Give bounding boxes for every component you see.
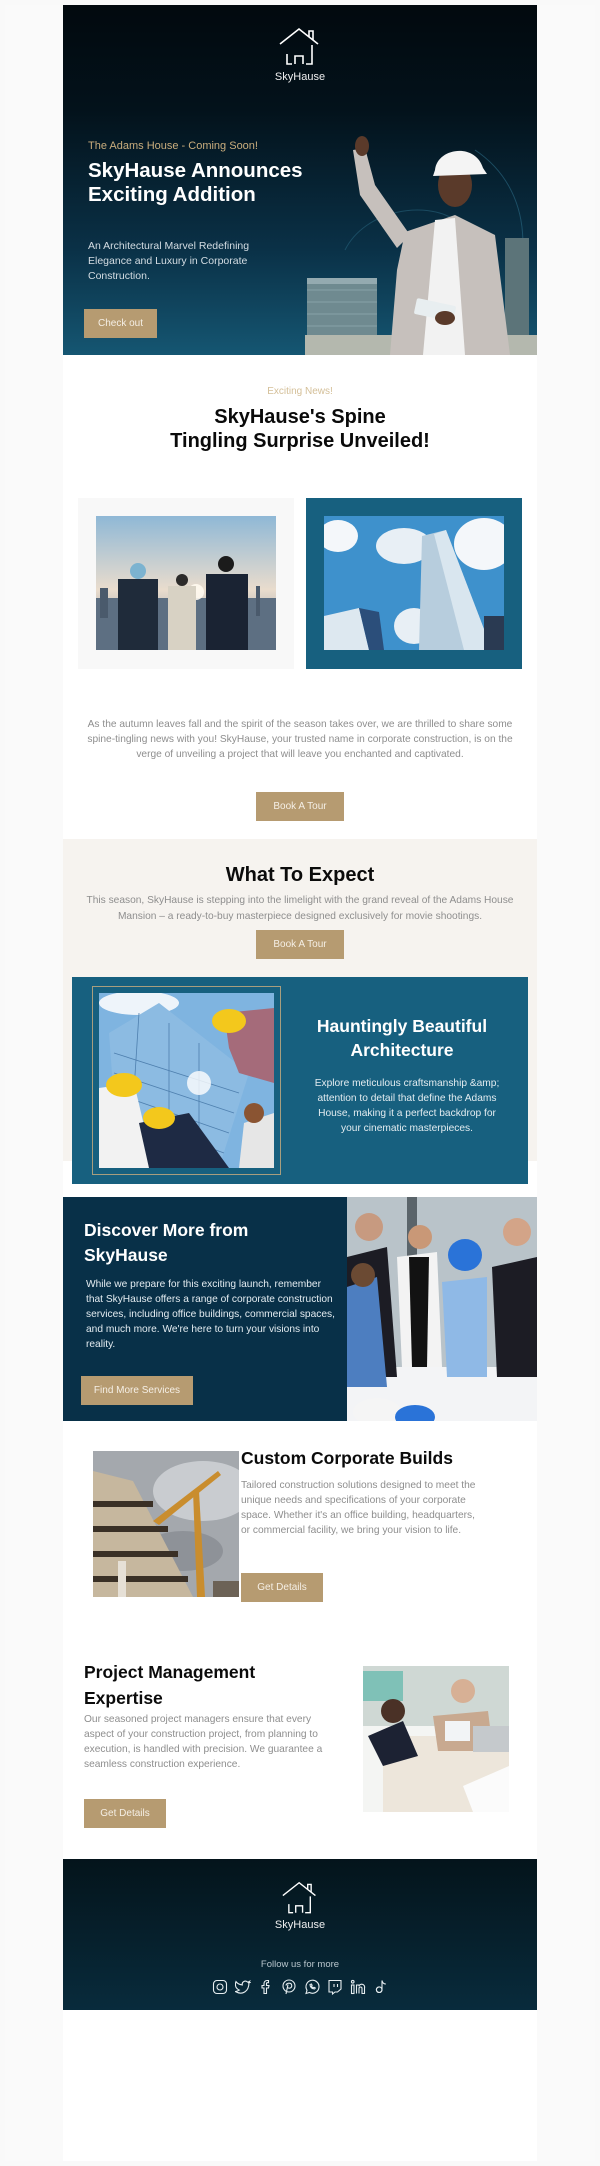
project-management-title: Project Management Expertise xyxy=(84,1662,256,1708)
house-outline-icon xyxy=(281,1881,319,1917)
team-skyline-card xyxy=(78,498,294,669)
twitch-icon[interactable] xyxy=(327,1979,343,1995)
team-meeting-image xyxy=(347,1197,537,1421)
house-outline-icon xyxy=(278,27,322,69)
crane-construction-image xyxy=(93,1451,239,1597)
facebook-icon[interactable] xyxy=(258,1979,274,1995)
business-meeting-image xyxy=(363,1666,509,1812)
footer xyxy=(63,1859,537,2010)
brand-name: SkyHause xyxy=(274,71,326,83)
hero-eyebrow: The Adams House - Coming Soon! xyxy=(88,140,258,152)
footer-logo[interactable] xyxy=(63,1881,537,1931)
expect-body: This season, SkyHause is stepping into the limelight with the grand reveal of the Adams House Mansion – a ready-to-buy masterpiece designed exclusively for movie shootings. xyxy=(86,895,514,922)
hero-engineer-image xyxy=(305,130,537,355)
twitter-icon[interactable] xyxy=(235,1979,251,1995)
find-more-services-button[interactable]: Find More Services xyxy=(81,1376,193,1405)
exciting-body: As the autumn leaves fall and the spirit of the season takes over, we are thrilled to share some spine-tingling news with you! SkyHause, your trusted name in corporate construction, is on the verge of unveiling a project that will leave you enchanted and captivated. xyxy=(87,719,513,760)
custom-builds-body: Tailored construction solutions designed to meet the unique needs and specifications of your corporate space. Whether it's an office building, headquarters, or commercial facility, we bring your vision to life. xyxy=(241,1480,476,1536)
footer-brand-name: SkyHause xyxy=(274,1919,326,1931)
discover-title: Discover More from SkyHause xyxy=(84,1220,249,1265)
get-details-button-2[interactable]: Get Details xyxy=(84,1799,166,1828)
exciting-eyebrow: Exciting News! xyxy=(267,386,333,397)
discover-text-panel xyxy=(63,1197,347,1421)
email-container xyxy=(63,5,537,2161)
exciting-title xyxy=(63,405,537,453)
project-management-body: Our seasoned project managers ensure that every aspect of your construction project, from planning to execution, is handled with precision. We guarantee a seamless construction experience. xyxy=(84,1714,323,1770)
architecture-title: Hauntingly Beautiful Architecture xyxy=(316,1016,488,1060)
architecture-card xyxy=(72,977,528,1184)
follow-text: Follow us for more xyxy=(260,1959,340,1970)
book-tour-button-2[interactable]: Book A Tour xyxy=(256,930,344,959)
architecture-body: Explore meticulous craftsmanship &amp; attention to detail that define the Adams House, making it a perfect backdrop for your cinematic masterpieces. xyxy=(314,1078,500,1134)
expect-title: What To Expect xyxy=(225,864,375,886)
custom-builds-title: Custom Corporate Builds xyxy=(241,1448,453,1468)
discover-body: While we prepare for this exciting launch, remember that SkyHause offers a range of corporate construction services, including office buildings, commercial spaces, and much more. We're here to turn your visions into reality. xyxy=(86,1279,335,1350)
hero-subtitle: An Architectural Marvel Redefining Elegance and Luxury in Corporate Construction. xyxy=(88,240,250,282)
discover-section xyxy=(63,1197,537,1421)
linkedin-icon[interactable] xyxy=(350,1979,366,1995)
instagram-icon[interactable] xyxy=(212,1979,228,1995)
hero-section xyxy=(63,5,537,355)
service-project-management xyxy=(63,1645,537,1859)
get-details-button-1[interactable]: Get Details xyxy=(241,1573,323,1602)
skyscraper-card xyxy=(306,498,522,669)
team-skyline-image xyxy=(96,516,276,650)
pinterest-icon[interactable] xyxy=(281,1979,297,1995)
book-tour-button-1[interactable]: Book A Tour xyxy=(256,792,344,821)
engineers-skyscraper-image xyxy=(99,993,274,1168)
exciting-title-line1: SkyHause's Spine xyxy=(214,406,386,428)
skyscraper-image xyxy=(324,516,504,650)
social-links xyxy=(63,1979,537,1995)
exciting-title-line2: Tingling Surprise Unveiled! xyxy=(170,430,430,452)
tiktok-icon[interactable] xyxy=(373,1979,389,1995)
service-custom-builds xyxy=(63,1421,537,1645)
header-logo[interactable] xyxy=(63,27,537,83)
hero-title: SkyHause Announces Exciting Addition xyxy=(88,159,303,206)
whatsapp-icon[interactable] xyxy=(304,1979,320,1995)
check-out-button[interactable]: Check out xyxy=(84,309,157,338)
architecture-image-frame xyxy=(92,986,281,1175)
